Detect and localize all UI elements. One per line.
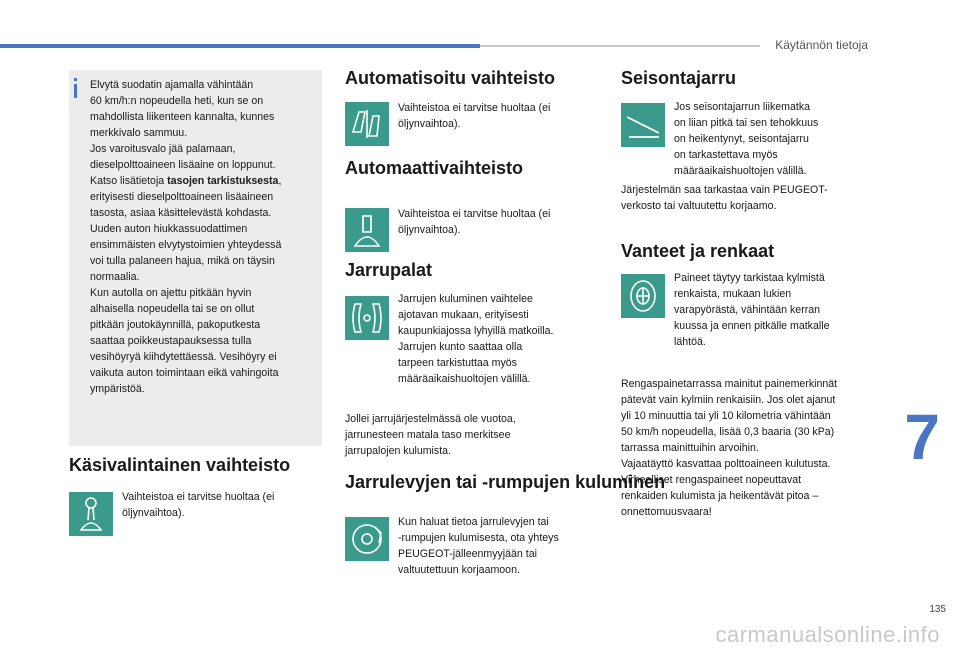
page-number: 135 (929, 604, 946, 615)
wheels-tyres-text: Paineet täytyy tarkistaa kylmistä renkaista, mukaan lukien varapyörästä, vähintään kerran kuussa ja ennen pitkälle matkalle lähtöä. (674, 272, 830, 348)
wheels-tyres-note: Rengaspainetarrassa mainitut painemerkinnät pätevät vain kylmiin renkaisiin. Jos olet ajanut yli 10 minuuttia tai yli 10 kilometria vähintään 50 km/h nopeudella, lisää 0,3 baaria (30 kPa) tarrassa mainittuihin arvoihin. Vajaatäyttö kasvattaa polttoaineen kulutusta. Virheelliset rengaspaineet nopeuttavat renkaiden kulumista ja heikentävät pitoa – onnettomuusvaara! (621, 378, 838, 518)
watermark: carmanualsonline.info (715, 622, 940, 647)
parking-brake-title: Seisontajarru (621, 68, 737, 88)
sequential-gear-icon (345, 102, 389, 146)
brake-pads-title: Jarrupalat (345, 260, 433, 280)
wheel-icon (621, 274, 665, 318)
brake-pads-note: Jollei jarrujärjestelmässä ole vuotoa, jarrunesteen matala taso merkitsee jarrupalojen kulumista. (345, 413, 516, 457)
gear-lever-icon (69, 492, 113, 536)
info-icon (74, 84, 77, 98)
automatic-gearbox-title: Automaattivaihteisto (345, 158, 524, 178)
manual-gearbox-text: Vaihteistoa ei tarvitse huoltaa (ei öljynvaihtoa). (122, 491, 275, 519)
automatic-gear-icon (345, 208, 389, 252)
brake-disc-icon (345, 517, 389, 561)
brake-pads-icon (345, 296, 389, 340)
automatic-gearbox-text: Vaihteistoa ei tarvitse huoltaa (ei öljynvaihtoa). (398, 208, 551, 236)
header-rule (480, 45, 760, 47)
brake-discs-title: Jarrulevyjen tai -rumpujen kuluminen (345, 472, 666, 492)
info-text: Elvytä suodatin ajamalla vähintään 60 km/h:n nopeudella heti, kun se on mahdollista liikenteen kannalta, kunnes merkkivalo sammuu. Jos varoitusvalo jää palamaan, dieselpolttoaineen lisäaine on loppunut. Katso lisätietoja tasojen tarkistuksesta, erityisesti dieselpolttoaineen lisäaineen tasosta, asiaa käsittelevästä kohdasta. Uuden auton hiukkassuodattimen ensimmäisten elvytystoimien yhteydessä voi tulla palaneen hajua, mikä on täysin normaalia. Kun autolla on ajettu pitkään hyvin alhaisella nopeudella tai se on ollut pitkään joutokäynnillä, pakoputkesta saattaa poikkeustapauksessa tulla vesihöyryä kiihdytettäessä. Vesihöyry ei vaikuta auton toimintaan eikä vahingoita ympäristöä. (90, 79, 282, 395)
parking-brake-note: Järjestelmän saa tarkastaa vain PEUGEOT- verkosto tai valtuutettu korjaamo. (621, 184, 828, 212)
chapter-number: 7 (904, 401, 940, 473)
automated-gearbox-title: Automatisoitu vaihteisto (345, 68, 556, 88)
section-title: Käytännön tietoja (775, 38, 868, 52)
info-icon-dot (74, 78, 77, 81)
wheels-tyres-title: Vanteet ja renkaat (621, 241, 775, 261)
automated-gearbox-text: Vaihteistoa ei tarvitse huoltaa (ei öljynvaihtoa). (398, 102, 551, 130)
manual-gearbox-title: Käsivalintainen vaihteisto (69, 455, 291, 475)
header-accent-bar (0, 44, 480, 48)
parking-brake-text: Jos seisontajarrun liikematka on liian pitkä tai sen tehokkuus on heikentynyt, seisontajarru on tarkastettava myös määräaikaishuoltojen välillä. (674, 101, 819, 177)
parking-brake-icon (621, 103, 665, 147)
brake-pads-text: Jarrujen kuluminen vaihtelee ajotavan mukaan, erityisesti kaupunkiajossa lyhyillä matkoilla. Jarrujen kunto saattaa olla tarpeen tarkistuttaa myös määräaikaishuoltojen välillä. (398, 293, 554, 385)
brake-discs-text: Kun haluat tietoa jarrulevyjen tai -rumpujen kulumisesta, ota yhteys PEUGEOT-jälleenmyyjään tai valtuutettuun korjaamoon. (398, 516, 559, 576)
